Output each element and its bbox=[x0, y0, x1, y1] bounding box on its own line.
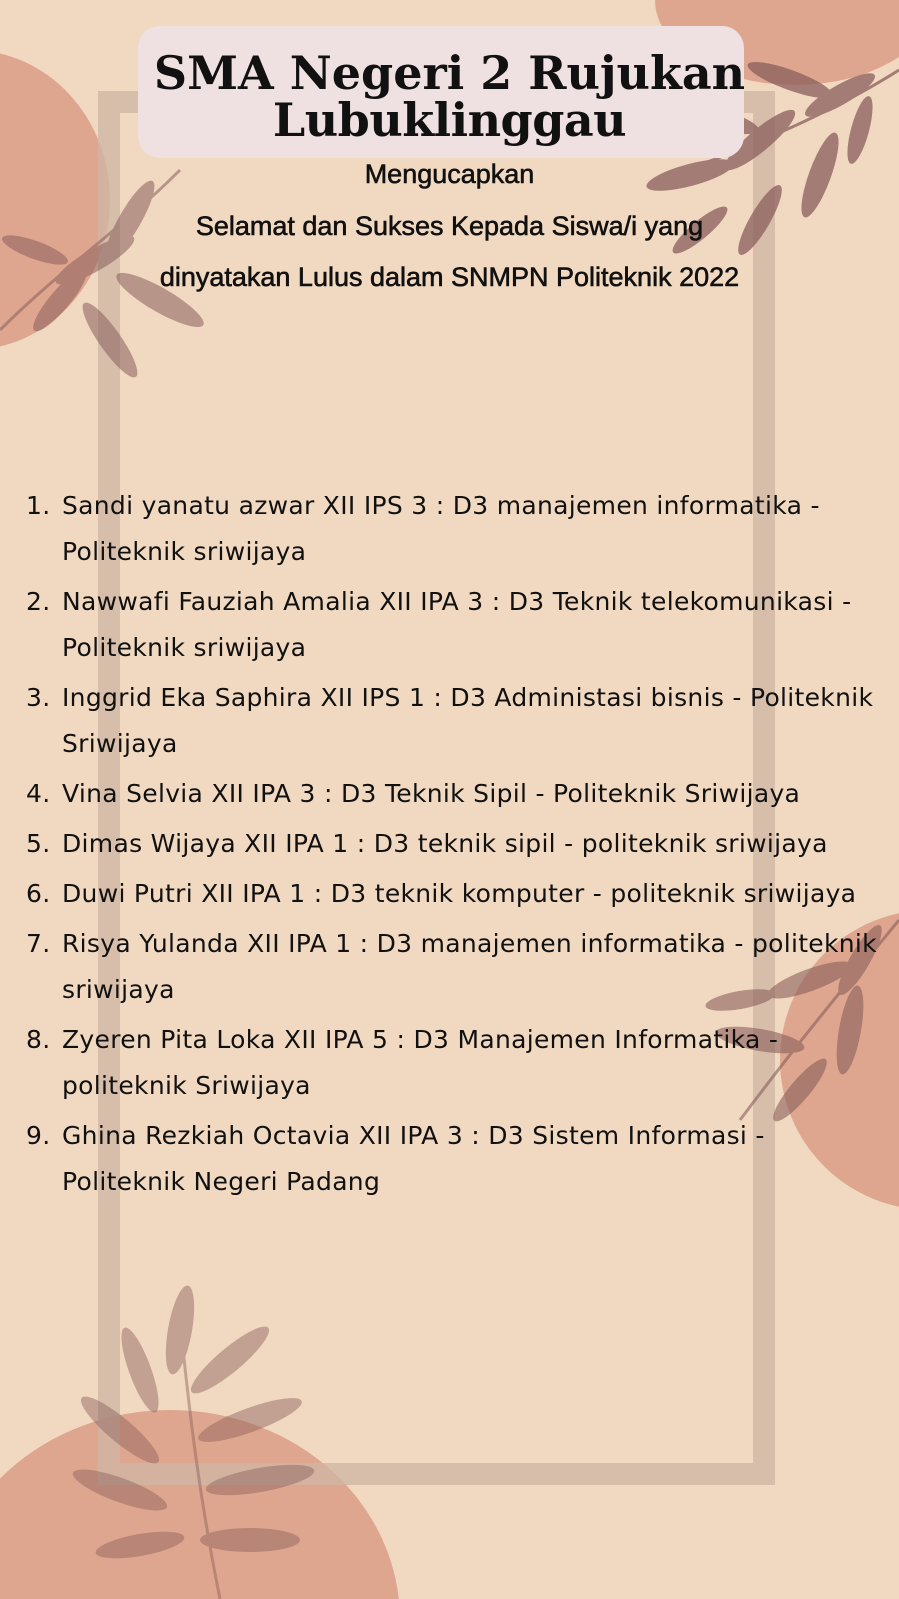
graduates-list bbox=[26, 483, 886, 1209]
item-number: 1. bbox=[26, 491, 51, 520]
item-number: 7. bbox=[26, 929, 51, 958]
item-number: 3. bbox=[26, 683, 51, 712]
greeting-line3: dinyatakan Lulus dalam SNMPN Politeknik 2022 bbox=[159, 262, 740, 292]
item-text: Dimas Wijaya XII IPA 1 : D3 teknik sipil - politeknik sriwijaya bbox=[62, 829, 828, 858]
item-text: Zyeren Pita Loka XII IPA 5 : D3 Manajemen Informatika - politeknik Sriwijaya bbox=[62, 1025, 779, 1100]
item-number: 9. bbox=[26, 1121, 51, 1150]
item-text: Vina Selvia XII IPA 3 : D3 Teknik Sipil - Politeknik Sriwijaya bbox=[62, 779, 801, 808]
list-item bbox=[26, 771, 886, 817]
item-text: Inggrid Eka Saphira XII IPS 1 : D3 Administasi bisnis - Politeknik Sriwijaya bbox=[62, 683, 874, 758]
item-number: 8. bbox=[26, 1025, 51, 1054]
item-text: Nawwafi Fauziah Amalia XII IPA 3 : D3 Teknik telekomunikasi - Politeknik sriwijaya bbox=[62, 587, 852, 662]
list-item bbox=[26, 921, 886, 1013]
item-number: 2. bbox=[26, 587, 51, 616]
item-number: 4. bbox=[26, 779, 51, 808]
greeting-line1: Mengucapkan bbox=[364, 159, 535, 189]
item-text: Ghina Rezkiah Octavia XII IPA 3 : D3 Sistem Informasi - Politeknik Negeri Padang bbox=[62, 1121, 765, 1196]
item-number: 5. bbox=[26, 829, 51, 858]
item-text: Duwi Putri XII IPA 1 : D3 teknik komputer - politeknik sriwijaya bbox=[62, 879, 857, 908]
list-item bbox=[26, 483, 886, 575]
school-title-line2: Lubuklinggau bbox=[272, 93, 627, 147]
list-item bbox=[26, 1017, 886, 1109]
list-item bbox=[26, 579, 886, 671]
list-item bbox=[26, 871, 886, 917]
school-title-line1: SMA Negeri 2 Rujukan bbox=[153, 46, 746, 100]
list-item bbox=[26, 675, 886, 767]
list-item bbox=[26, 821, 886, 867]
item-text: Sandi yanatu azwar XII IPS 3 : D3 manajemen informatika - Politeknik sriwijaya bbox=[62, 491, 820, 566]
item-text: Risya Yulanda XII IPA 1 : D3 manajemen informatika - politeknik sriwijaya bbox=[62, 929, 877, 1004]
item-number: 6. bbox=[26, 879, 51, 908]
list-item bbox=[26, 1113, 886, 1205]
greeting-line2: Selamat dan Sukses Kepada Siswa/i yang bbox=[195, 211, 704, 241]
